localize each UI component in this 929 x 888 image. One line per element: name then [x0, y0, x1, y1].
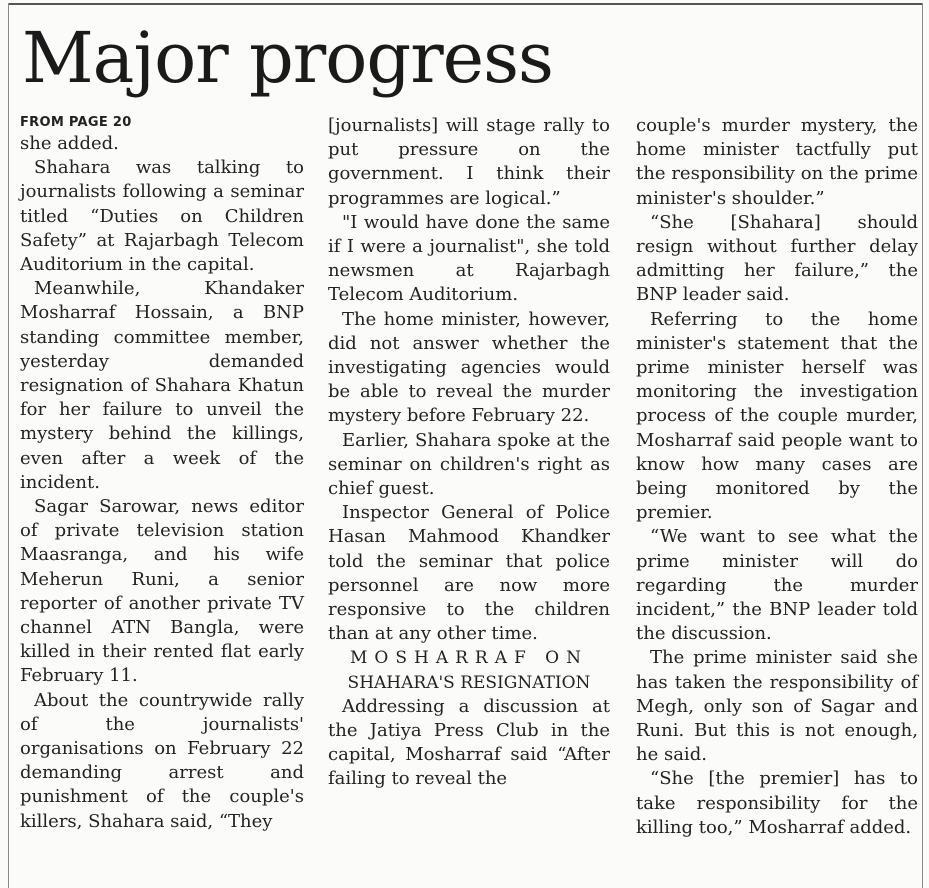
paragraph: “We want to see what the prime minister will do regarding the murder incident,” the BNP leader told the discussion.	[636, 526, 918, 645]
left-rule	[8, 3, 9, 888]
top-rule	[8, 3, 923, 5]
paragraph: couple's murder mystery, the home minister tactfully put the responsibility on the prime minister's shoulder.”	[636, 115, 918, 209]
subheading-line-2: SHAHARA'S RESIGNATION	[347, 672, 591, 693]
paragraph: Sagar Sarowar, news editor of private television station Maasranga, and his wife Meherun Runi, a senior reporter of another private TV channel ATN Bangla, were killed in their rented flat early February 11.	[20, 496, 304, 687]
paragraph: "I would have done the same if I were a journalist", she told newsmen at Rajarbagh Telecom Auditorium.	[328, 211, 610, 306]
paragraph: Referring to the home minister's statement that the prime minister herself was monitoring the investigation process of the couple murder, Mosharraf said people want to know how many cases are being monitored by the premier.	[636, 308, 918, 524]
column-2	[328, 114, 610, 792]
paragraph: “She [Shahara] should resign without further delay admitting her failure,” the BNP leader said.	[636, 211, 918, 306]
paragraph: Meanwhile, Khandaker Mosharraf Hossain, a BNP standing committee member, yesterday demanded resignation of Shahara Khatun for her failure to unveil the mystery behind the killings, even after a week of the incident.	[20, 278, 304, 493]
paragraph: she added.	[20, 133, 119, 154]
column-1	[20, 114, 304, 834]
paragraph: Earlier, Shahara spoke at the seminar on children's right as chief guest.	[328, 429, 610, 500]
subheading	[328, 646, 610, 694]
paragraph: “She [the premier] has to take responsibility for the killing too,” Mosharraf added.	[636, 768, 918, 838]
paragraph: About the countrywide rally of the journalists' organisations on February 22 demanding arrest and punishment of the couple's killers, Shahara said, “They	[20, 689, 304, 832]
jump-line: FROM PAGE 20	[20, 115, 132, 130]
headline: Major progress	[22, 17, 553, 99]
paragraph: The prime minister said she has taken the responsibility of Megh, only son of Sagar and Runi. But this is not enough, he said.	[636, 647, 918, 766]
right-rule	[922, 3, 923, 888]
paragraph: Addressing a discussion at the Jatiya Press Club in the capital, Mosharraf said “After failing to reveal the	[328, 695, 610, 790]
paragraph: Inspector General of Police Hasan Mahmood Khandker told the seminar that police personnel are now more responsive to the children than at any other time.	[328, 502, 610, 645]
subheading-line-1: MOSHARRAF ON	[350, 648, 588, 669]
paragraph: [journalists] will stage rally to put pressure on the government. I think their programmes are logical.”	[328, 115, 610, 209]
paragraph: Shahara was talking to journalists following a seminar titled “Duties on Children Safety” at Rajarbagh Telecom Auditorium in the capital.	[20, 157, 304, 276]
paragraph: The home minister, however, did not answer whether the investigating agencies would be able to reveal the murder mystery before February 22.	[328, 308, 610, 427]
column-3	[636, 114, 918, 840]
